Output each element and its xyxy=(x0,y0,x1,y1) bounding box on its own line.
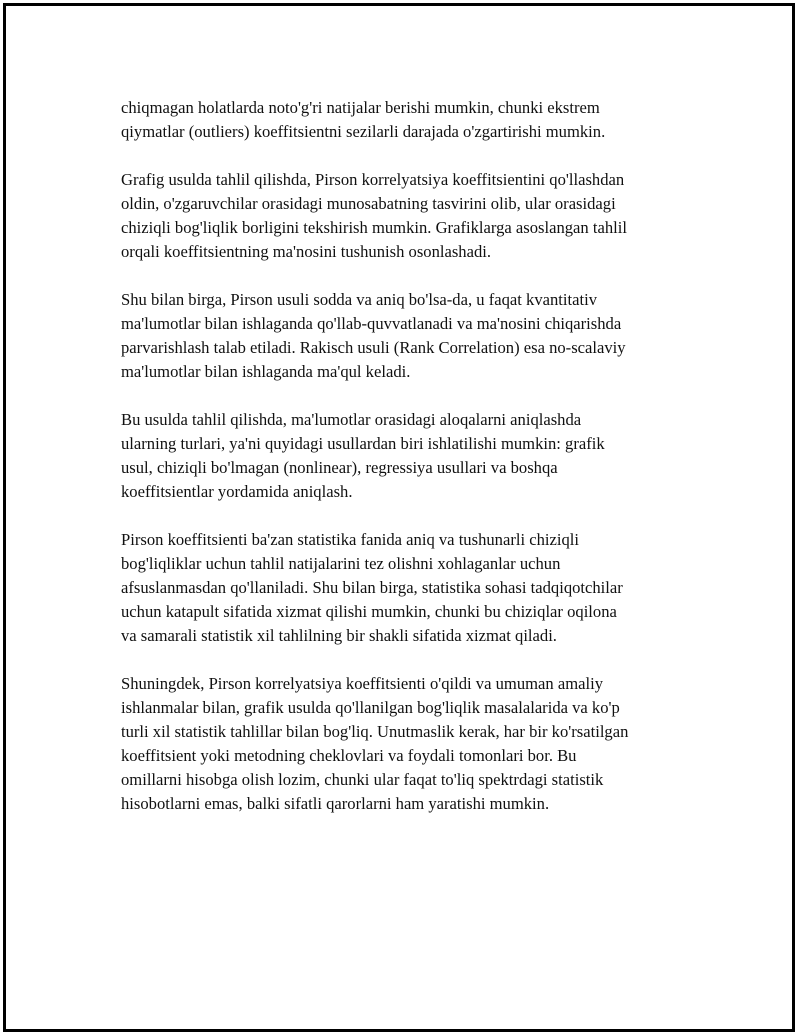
text-line: oldin, o'zgaruvchilar orasidagi munosabatning tasvirini olib, ular orasidagi xyxy=(121,194,616,213)
text-line: afsuslanmasdan qo'llaniladi. Shu bilan birga, statistika sohasi tadqiqotchilar xyxy=(121,578,623,597)
paragraph-3 xyxy=(121,288,721,384)
text-line: hisobotlarni emas, balki sifatli qarorlarni ham yaratishi mumkin. xyxy=(121,794,550,813)
text-line: qiymatlar (outliers) koeffitsientni sezilarli darajada o'zgartirishi mumkin. xyxy=(121,122,606,141)
document-page xyxy=(3,3,795,1032)
text-line: ularning turlari, ya'ni quyidagi usullardan biri ishlatilishi mumkin: grafik xyxy=(121,434,605,453)
text-line: koeffitsient yoki metodning cheklovlari va foydali tomonlari bor. Bu xyxy=(121,746,577,765)
paragraph-5 xyxy=(121,528,721,648)
text-line: va samarali statistik xil tahlilning bir shakli sifatida xizmat qiladi. xyxy=(121,626,557,645)
paragraph-1 xyxy=(121,96,721,144)
text-line: ma'lumotlar bilan ishlaganda ma'qul keladi. xyxy=(121,362,411,381)
text-line: omillarni hisobga olish lozim, chunki ular faqat to'liq spektrdagi statistik xyxy=(121,770,604,789)
text-line: Bu usulda tahlil qilishda, ma'lumotlar orasidagi aloqalarni aniqlashda xyxy=(121,410,582,429)
text-line: usul, chiziqli bo'lmagan (nonlinear), regressiya usullari va boshqa xyxy=(121,458,558,477)
paragraph-4 xyxy=(121,408,721,504)
document-body xyxy=(121,96,721,840)
text-line: parvarishlash talab etiladi. Rakisch usuli (Rank Correlation) esa no-scalaviy xyxy=(121,338,626,357)
paragraph-6 xyxy=(121,672,721,816)
text-line: ishlanmalar bilan, grafik usulda qo'llanilgan bog'liqlik masalalarida va ko'p xyxy=(121,698,620,717)
paragraph-2 xyxy=(121,168,721,264)
text-line: ma'lumotlar bilan ishlaganda qo'llab-quvvatlanadi va ma'nosini chiqarishda xyxy=(121,314,622,333)
text-line: chiqmagan holatlarda noto'g'ri natijalar berishi mumkin, chunki ekstrem xyxy=(121,98,600,117)
text-line: Shuningdek, Pirson korrelyatsiya koeffitsienti o'qildi va umuman amaliy xyxy=(121,674,603,693)
text-line: Shu bilan birga, Pirson usuli sodda va aniq bo'lsa-da, u faqat kvantitativ xyxy=(121,290,597,309)
text-line: uchun katapult sifatida xizmat qilishi mumkin, chunki bu chiziqlar oqilona xyxy=(121,602,617,621)
text-line: bog'liqliklar uchun tahlil natijalarini tez olishni xohlaganlar uchun xyxy=(121,554,561,573)
text-line: Grafig usulda tahlil qilishda, Pirson korrelyatsiya koeffitsientini qo'llashdan xyxy=(121,170,625,189)
text-line: turli xil statistik tahlillar bilan bog'liq. Unutmaslik kerak, har bir ko'rsatilgan xyxy=(121,722,629,741)
text-line: Pirson koeffitsienti ba'zan statistika fanida aniq va tushunarli chiziqli xyxy=(121,530,579,549)
text-line: koeffitsientlar yordamida aniqlash. xyxy=(121,482,353,501)
text-line: orqali koeffitsientning ma'nosini tushunish osonlashadi. xyxy=(121,242,492,261)
text-line: chiziqli bog'liqlik borligini tekshirish mumkin. Grafiklarga asoslangan tahlil xyxy=(121,218,627,237)
